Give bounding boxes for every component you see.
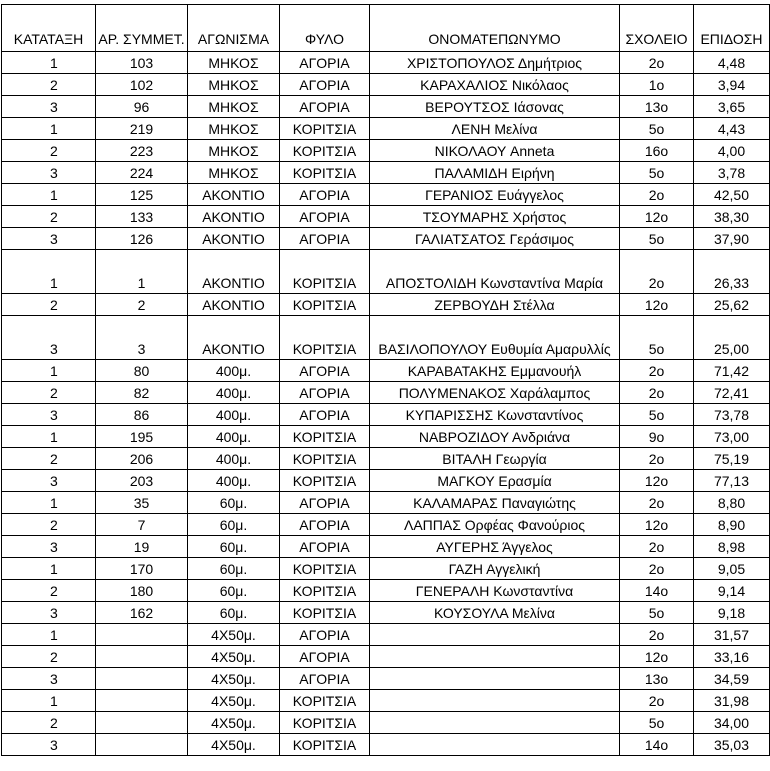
name-cell: ΤΣΟΥΜΑΡΗΣ Χρήστος: [370, 206, 620, 228]
bib-number-cell: 203: [96, 470, 188, 492]
rank-cell: 3: [2, 470, 96, 492]
rank-cell: 2: [2, 646, 96, 668]
school-cell: 12ο: [620, 206, 694, 228]
name-cell: ΒΕΡΟΥΤΣΟΣ Ιάσονας: [370, 96, 620, 118]
gender-cell: ΑΓΟΡΙΑ: [280, 514, 370, 536]
name-cell: ΚΥΠΑΡΙΣΣΗΣ Κωνσταντίνος: [370, 404, 620, 426]
header-performance: ΕΠΙΔΟΣΗ: [694, 5, 770, 52]
gender-cell: ΚΟΡΙΤΣΙΑ: [280, 448, 370, 470]
school-cell: 2ο: [620, 536, 694, 558]
gender-cell: ΚΟΡΙΤΣΙΑ: [280, 294, 370, 316]
rank-cell: 1: [2, 558, 96, 580]
event-cell: ΜΗΚΟΣ: [188, 74, 280, 96]
event-cell: ΑΚΟΝΤΙΟ: [188, 294, 280, 316]
school-cell: 2ο: [620, 558, 694, 580]
rank-cell: 3: [2, 316, 96, 360]
bib-number-cell: 82: [96, 382, 188, 404]
performance-cell: 3,78: [694, 162, 770, 184]
school-cell: 2ο: [620, 448, 694, 470]
name-cell: [370, 646, 620, 668]
table-row: [2, 492, 770, 514]
gender-cell: ΑΓΟΡΙΑ: [280, 360, 370, 382]
school-cell: 14ο: [620, 734, 694, 756]
name-cell: ΝΑΒΡΟΖΙΔΟΥ Ανδριάνα: [370, 426, 620, 448]
gender-cell: ΑΓΟΡΙΑ: [280, 646, 370, 668]
gender-cell: ΑΓΟΡΙΑ: [280, 228, 370, 250]
name-cell: ΛΕΝΗ Μελίνα: [370, 118, 620, 140]
bib-number-cell: 1: [96, 250, 188, 294]
name-cell: [370, 734, 620, 756]
table-row: [2, 118, 770, 140]
bib-number-cell: 125: [96, 184, 188, 206]
table-row: [2, 404, 770, 426]
event-cell: ΑΚΟΝΤΙΟ: [188, 206, 280, 228]
rank-cell: 2: [2, 712, 96, 734]
event-cell: 60μ.: [188, 580, 280, 602]
bib-number-cell: 162: [96, 602, 188, 624]
school-cell: 5ο: [620, 712, 694, 734]
event-cell: 400μ.: [188, 470, 280, 492]
performance-cell: 73,00: [694, 426, 770, 448]
table-row: [2, 360, 770, 382]
bib-number-cell: [96, 646, 188, 668]
event-cell: 4Χ50μ.: [188, 668, 280, 690]
event-cell: 60μ.: [188, 492, 280, 514]
gender-cell: ΚΟΡΙΤΣΙΑ: [280, 558, 370, 580]
header-row: [2, 5, 770, 52]
header-gender: ΦΥΛΟ: [280, 5, 370, 52]
rank-cell: 2: [2, 206, 96, 228]
performance-cell: 3,65: [694, 96, 770, 118]
school-cell: 2ο: [620, 492, 694, 514]
school-cell: 2ο: [620, 52, 694, 74]
gender-cell: ΚΟΡΙΤΣΙΑ: [280, 118, 370, 140]
event-cell: 4Χ50μ.: [188, 624, 280, 646]
rank-cell: 2: [2, 382, 96, 404]
bib-number-cell: [96, 624, 188, 646]
gender-cell: ΚΟΡΙΤΣΙΑ: [280, 426, 370, 448]
rank-cell: 3: [2, 668, 96, 690]
table-row: [2, 558, 770, 580]
gender-cell: ΚΟΡΙΤΣΙΑ: [280, 602, 370, 624]
performance-cell: 9,18: [694, 602, 770, 624]
table-row: [2, 668, 770, 690]
event-cell: 400μ.: [188, 360, 280, 382]
table-row: [2, 514, 770, 536]
name-cell: [370, 668, 620, 690]
event-cell: 4Χ50μ.: [188, 690, 280, 712]
name-cell: ΚΟΥΣΟΥΛΑ Μελίνα: [370, 602, 620, 624]
name-cell: [370, 690, 620, 712]
performance-cell: 71,42: [694, 360, 770, 382]
school-cell: 1ο: [620, 74, 694, 96]
school-cell: 16ο: [620, 140, 694, 162]
rank-cell: 1: [2, 426, 96, 448]
table-row: [2, 162, 770, 184]
school-cell: 5ο: [620, 228, 694, 250]
school-cell: 12ο: [620, 514, 694, 536]
name-cell: ΑΥΓΕΡΗΣ Άγγελος: [370, 536, 620, 558]
gender-cell: ΑΓΟΡΙΑ: [280, 536, 370, 558]
school-cell: 2ο: [620, 382, 694, 404]
event-cell: ΜΗΚΟΣ: [188, 118, 280, 140]
event-cell: 400μ.: [188, 404, 280, 426]
bib-number-cell: 80: [96, 360, 188, 382]
name-cell: [370, 624, 620, 646]
table-row: [2, 448, 770, 470]
event-cell: 60μ.: [188, 514, 280, 536]
bib-number-cell: [96, 712, 188, 734]
gender-cell: ΚΟΡΙΤΣΙΑ: [280, 162, 370, 184]
rank-cell: 3: [2, 162, 96, 184]
performance-cell: 8,90: [694, 514, 770, 536]
bib-number-cell: 2: [96, 294, 188, 316]
performance-cell: 8,80: [694, 492, 770, 514]
rank-cell: 1: [2, 52, 96, 74]
results-table: [1, 4, 770, 756]
performance-cell: 25,00: [694, 316, 770, 360]
bib-number-cell: 170: [96, 558, 188, 580]
bib-number-cell: 219: [96, 118, 188, 140]
event-cell: 60μ.: [188, 558, 280, 580]
bib-number-cell: 133: [96, 206, 188, 228]
school-cell: 9ο: [620, 426, 694, 448]
school-cell: 2ο: [620, 360, 694, 382]
table-row: [2, 580, 770, 602]
performance-cell: 26,33: [694, 250, 770, 294]
gender-cell: ΑΓΟΡΙΑ: [280, 74, 370, 96]
rank-cell: 2: [2, 74, 96, 96]
school-cell: 5ο: [620, 316, 694, 360]
table-header: [2, 5, 770, 52]
bib-number-cell: 3: [96, 316, 188, 360]
name-cell: ΚΑΛΑΜΑΡΑΣ Παναγιώτης: [370, 492, 620, 514]
name-cell: ΑΠΟΣΤΟΛΙΔΗ Κωνσταντίνα Μαρία: [370, 250, 620, 294]
performance-cell: 3,94: [694, 74, 770, 96]
event-cell: ΜΗΚΟΣ: [188, 162, 280, 184]
gender-cell: ΚΟΡΙΤΣΙΑ: [280, 470, 370, 492]
gender-cell: ΚΟΡΙΤΣΙΑ: [280, 316, 370, 360]
event-cell: 400μ.: [188, 448, 280, 470]
school-cell: 12ο: [620, 294, 694, 316]
gender-cell: ΑΓΟΡΙΑ: [280, 624, 370, 646]
performance-cell: 42,50: [694, 184, 770, 206]
gender-cell: ΑΓΟΡΙΑ: [280, 96, 370, 118]
performance-cell: 77,13: [694, 470, 770, 492]
table-row: [2, 734, 770, 756]
performance-cell: 34,59: [694, 668, 770, 690]
table-row: [2, 294, 770, 316]
table-row: [2, 536, 770, 558]
performance-cell: 25,62: [694, 294, 770, 316]
rank-cell: 1: [2, 624, 96, 646]
rank-cell: 3: [2, 228, 96, 250]
table-row: [2, 602, 770, 624]
bib-number-cell: 195: [96, 426, 188, 448]
performance-cell: 31,57: [694, 624, 770, 646]
bib-number-cell: 19: [96, 536, 188, 558]
bib-number-cell: 223: [96, 140, 188, 162]
gender-cell: ΑΓΟΡΙΑ: [280, 492, 370, 514]
gender-cell: ΑΓΟΡΙΑ: [280, 184, 370, 206]
table-row: [2, 470, 770, 492]
name-cell: ΠΟΛΥΜΕΝΑΚΟΣ Χαράλαμπος: [370, 382, 620, 404]
gender-cell: ΚΟΡΙΤΣΙΑ: [280, 690, 370, 712]
name-cell: ΝΙΚΟΛΑΟΥ Anneta: [370, 140, 620, 162]
school-cell: 2ο: [620, 624, 694, 646]
gender-cell: ΚΟΡΙΤΣΙΑ: [280, 734, 370, 756]
name-cell: ΓΕΝΕΡΑΛΗ Κωνσταντίνα: [370, 580, 620, 602]
school-cell: 5ο: [620, 118, 694, 140]
rank-cell: 2: [2, 514, 96, 536]
bib-number-cell: 7: [96, 514, 188, 536]
rank-cell: 3: [2, 404, 96, 426]
header-school: ΣΧΟΛΕΙΟ: [620, 5, 694, 52]
event-cell: ΑΚΟΝΤΙΟ: [188, 250, 280, 294]
performance-cell: 37,90: [694, 228, 770, 250]
bib-number-cell: [96, 690, 188, 712]
rank-cell: 1: [2, 492, 96, 514]
table-row: [2, 228, 770, 250]
school-cell: 13ο: [620, 668, 694, 690]
event-cell: 4Χ50μ.: [188, 712, 280, 734]
gender-cell: ΚΟΡΙΤΣΙΑ: [280, 140, 370, 162]
event-cell: 400μ.: [188, 382, 280, 404]
name-cell: [370, 712, 620, 734]
table-row: [2, 382, 770, 404]
school-cell: 2ο: [620, 690, 694, 712]
bib-number-cell: 103: [96, 52, 188, 74]
name-cell: ΒΑΣΙΛΟΠΟΥΛΟΥ Ευθυμία Αμαρυλλίς: [370, 316, 620, 360]
table-row: [2, 316, 770, 360]
rank-cell: 1: [2, 184, 96, 206]
bib-number-cell: 102: [96, 74, 188, 96]
rank-cell: 3: [2, 734, 96, 756]
school-cell: 12ο: [620, 646, 694, 668]
bib-number-cell: 86: [96, 404, 188, 426]
gender-cell: ΚΟΡΙΤΣΙΑ: [280, 712, 370, 734]
name-cell: ΛΑΠΠΑΣ Ορφέας Φανούριος: [370, 514, 620, 536]
performance-cell: 72,41: [694, 382, 770, 404]
bib-number-cell: 206: [96, 448, 188, 470]
rank-cell: 1: [2, 690, 96, 712]
gender-cell: ΚΟΡΙΤΣΙΑ: [280, 580, 370, 602]
header-bib-number: ΑΡ. ΣΥΜΜΕΤ.: [96, 5, 188, 52]
bib-number-cell: 180: [96, 580, 188, 602]
event-cell: 60μ.: [188, 602, 280, 624]
name-cell: ΓΑΛΙΑΤΣΑΤΟΣ Γεράσιμος: [370, 228, 620, 250]
bib-number-cell: 35: [96, 492, 188, 514]
bib-number-cell: [96, 668, 188, 690]
school-cell: 5ο: [620, 602, 694, 624]
school-cell: 5ο: [620, 404, 694, 426]
name-cell: ΖΕΡΒΟΥΔΗ Στέλλα: [370, 294, 620, 316]
gender-cell: ΑΓΟΡΙΑ: [280, 52, 370, 74]
table-body: [2, 52, 770, 756]
event-cell: 4Χ50μ.: [188, 646, 280, 668]
performance-cell: 9,14: [694, 580, 770, 602]
bib-number-cell: 224: [96, 162, 188, 184]
performance-cell: 8,98: [694, 536, 770, 558]
table-row: [2, 690, 770, 712]
performance-cell: 73,78: [694, 404, 770, 426]
performance-cell: 34,00: [694, 712, 770, 734]
table-row: [2, 74, 770, 96]
performance-cell: 35,03: [694, 734, 770, 756]
event-cell: ΜΗΚΟΣ: [188, 140, 280, 162]
performance-cell: 75,19: [694, 448, 770, 470]
school-cell: 12ο: [620, 470, 694, 492]
rank-cell: 2: [2, 580, 96, 602]
event-cell: ΑΚΟΝΤΙΟ: [188, 316, 280, 360]
rank-cell: 1: [2, 250, 96, 294]
bib-number-cell: 96: [96, 96, 188, 118]
table-row: [2, 184, 770, 206]
name-cell: ΜΑΓΚΟΥ Ερασμία: [370, 470, 620, 492]
table-row: [2, 250, 770, 294]
performance-cell: 4,48: [694, 52, 770, 74]
gender-cell: ΑΓΟΡΙΑ: [280, 382, 370, 404]
table-row: [2, 712, 770, 734]
event-cell: ΜΗΚΟΣ: [188, 52, 280, 74]
table-row: [2, 96, 770, 118]
name-cell: ΚΑΡΑΒΑΤΑΚΗΣ Εμμανουήλ: [370, 360, 620, 382]
event-cell: 4Χ50μ.: [188, 734, 280, 756]
header-rank: ΚΑΤΑΤΑΞΗ: [2, 5, 96, 52]
name-cell: ΠΑΛΑΜΙΔΗ Ειρήνη: [370, 162, 620, 184]
table-row: [2, 426, 770, 448]
event-cell: ΑΚΟΝΤΙΟ: [188, 228, 280, 250]
table-row: [2, 624, 770, 646]
performance-cell: 4,43: [694, 118, 770, 140]
header-event: ΑΓΩΝΙΣΜΑ: [188, 5, 280, 52]
bib-number-cell: [96, 734, 188, 756]
event-cell: ΜΗΚΟΣ: [188, 96, 280, 118]
header-full-name: ΟΝΟΜΑΤΕΠΩΝΥΜΟ: [370, 5, 620, 52]
name-cell: ΒΙΤΑΛΗ Γεωργία: [370, 448, 620, 470]
school-cell: 13ο: [620, 96, 694, 118]
gender-cell: ΑΓΟΡΙΑ: [280, 668, 370, 690]
school-cell: 5ο: [620, 162, 694, 184]
school-cell: 14ο: [620, 580, 694, 602]
table-row: [2, 140, 770, 162]
rank-cell: 3: [2, 536, 96, 558]
gender-cell: ΑΓΟΡΙΑ: [280, 206, 370, 228]
table-row: [2, 646, 770, 668]
event-cell: 60μ.: [188, 536, 280, 558]
performance-cell: 31,98: [694, 690, 770, 712]
name-cell: ΧΡΙΣΤΟΠΟΥΛΟΣ Δημήτριος: [370, 52, 620, 74]
bib-number-cell: 126: [96, 228, 188, 250]
performance-cell: 9,05: [694, 558, 770, 580]
performance-cell: 33,16: [694, 646, 770, 668]
rank-cell: 1: [2, 360, 96, 382]
gender-cell: ΑΓΟΡΙΑ: [280, 404, 370, 426]
rank-cell: 2: [2, 448, 96, 470]
rank-cell: 2: [2, 294, 96, 316]
rank-cell: 2: [2, 140, 96, 162]
gender-cell: ΚΟΡΙΤΣΙΑ: [280, 250, 370, 294]
table-row: [2, 52, 770, 74]
event-cell: ΑΚΟΝΤΙΟ: [188, 184, 280, 206]
name-cell: ΓΕΡΑΝΙΟΣ Ευάγγελος: [370, 184, 620, 206]
rank-cell: 1: [2, 118, 96, 140]
name-cell: ΚΑΡΑΧΑΛΙΟΣ Νικόλαος: [370, 74, 620, 96]
performance-cell: 38,30: [694, 206, 770, 228]
name-cell: ΓΑΖΗ Αγγελική: [370, 558, 620, 580]
event-cell: 400μ.: [188, 426, 280, 448]
table-row: [2, 206, 770, 228]
school-cell: 2ο: [620, 184, 694, 206]
rank-cell: 3: [2, 602, 96, 624]
performance-cell: 4,00: [694, 140, 770, 162]
rank-cell: 3: [2, 96, 96, 118]
school-cell: 2ο: [620, 250, 694, 294]
